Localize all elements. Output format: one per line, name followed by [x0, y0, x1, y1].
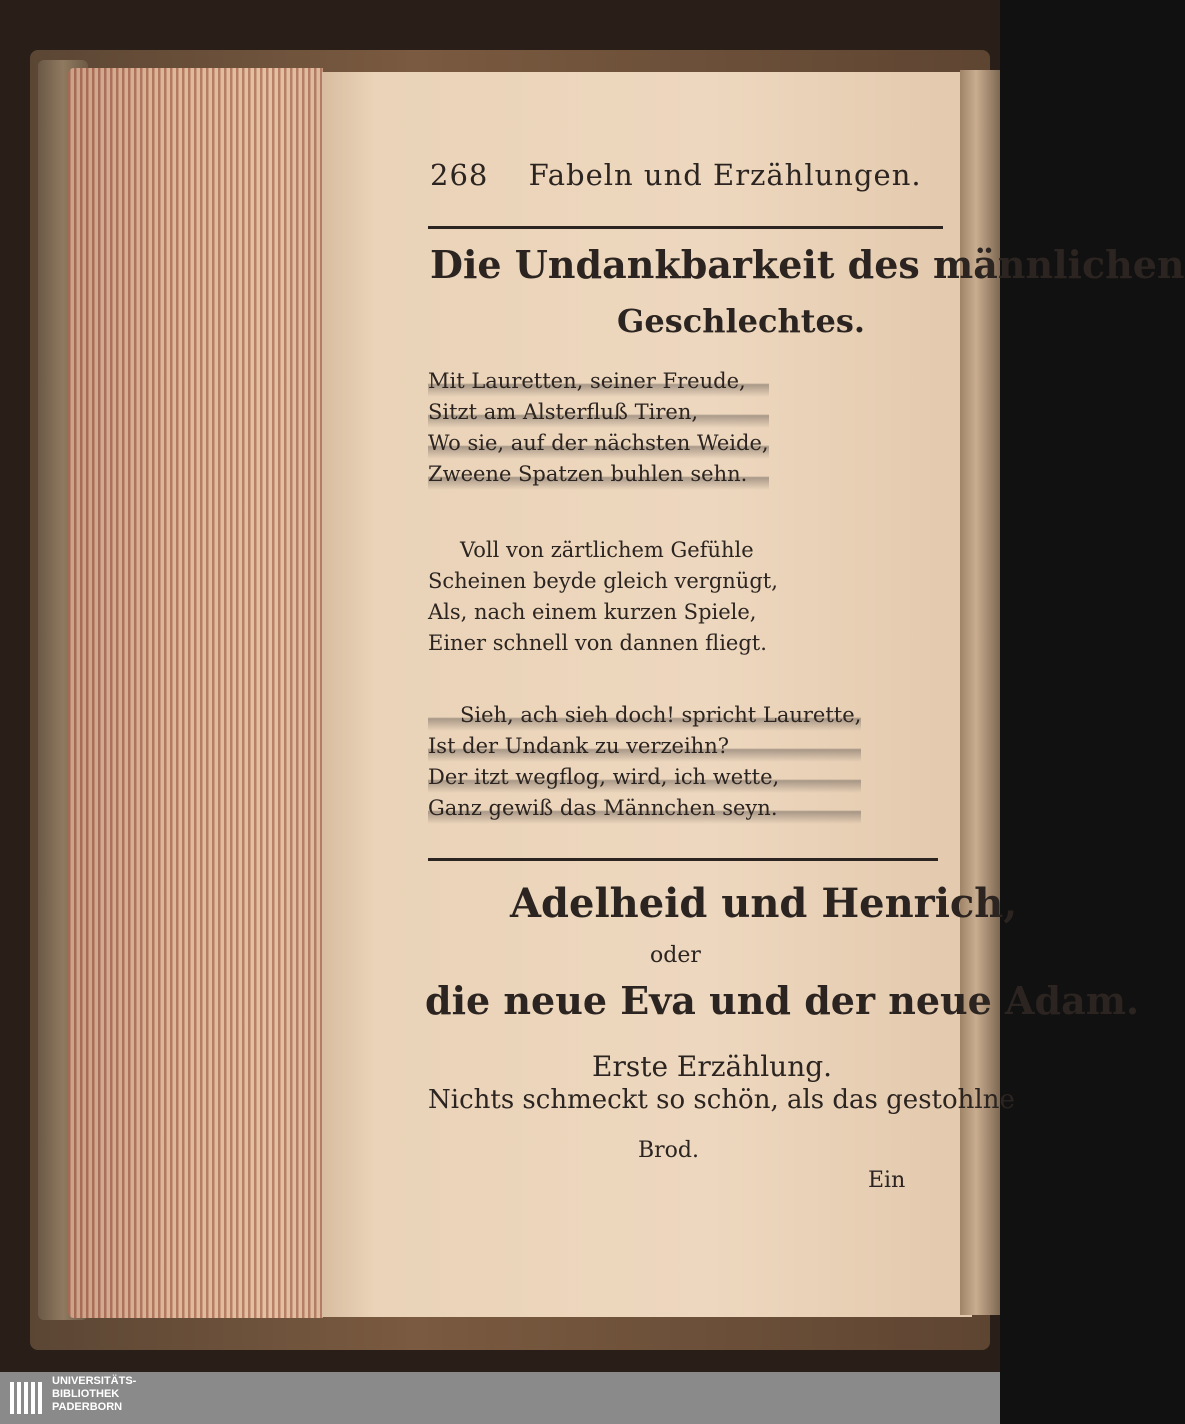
- running-head: [430, 158, 922, 192]
- verse-line: Scheinen beyde gleich vergnügt,: [428, 569, 778, 593]
- verse-line: Ganz gewiß das Männchen seyn.: [428, 793, 861, 824]
- divider-rule: [428, 226, 943, 229]
- story-subtitle: die neue Eva und der neue Adam.: [425, 978, 1140, 1023]
- stanza: [428, 700, 861, 824]
- verse-line: Als, nach einem kurzen Spiele,: [428, 600, 757, 624]
- library-logo-icon: [8, 1378, 48, 1418]
- running-title: Fabeln und Erzählungen.: [528, 158, 922, 192]
- poem-title: Die Undankbarkeit des männlichen: [430, 242, 1185, 287]
- logo-line: BIBLIOTHEK: [52, 1388, 120, 1400]
- page-number: 268: [430, 158, 489, 192]
- section-heading: Erste Erzählung.: [592, 1050, 833, 1083]
- verse-line: Voll von zärtlichem Gefühle: [460, 538, 754, 562]
- verse-line: Sieh, ach sieh doch! spricht Laurette,: [428, 700, 861, 731]
- verse-line: Ist der Undank zu verzeihn?: [428, 731, 861, 762]
- poem-title-continued: Geschlechtes.: [617, 302, 866, 340]
- body-text-line: Brod.: [638, 1138, 700, 1163]
- stanza: [428, 535, 778, 659]
- verse-line: Zweene Spatzen buhlen sehn.: [428, 459, 769, 490]
- catchword: Ein: [868, 1168, 906, 1193]
- library-logo-text: [52, 1375, 136, 1414]
- verse-line: Einer schnell von dannen fliegt.: [428, 631, 767, 655]
- library-footer: [0, 1372, 1000, 1424]
- story-title-connector: oder: [650, 943, 701, 968]
- body-text-line: Nichts schmeckt so schön, als das gestohlne: [428, 1085, 1015, 1115]
- logo-line: UNIVERSITÄTS-: [52, 1375, 137, 1387]
- stanza: [428, 366, 769, 490]
- logo-line: PADERBORN: [52, 1401, 123, 1413]
- verse-line: Wo sie, auf der nächsten Weide,: [428, 428, 769, 459]
- story-title: Adelheid und Henrich,: [510, 880, 1018, 927]
- divider-rule: [428, 858, 938, 861]
- verse-line: Mit Lauretten, seiner Freude,: [428, 366, 769, 397]
- page-edges: [68, 68, 323, 1318]
- verse-line: Der itzt wegflog, wird, ich wette,: [428, 762, 861, 793]
- verse-line: Sitzt am Alsterfluß Tiren,: [428, 397, 769, 428]
